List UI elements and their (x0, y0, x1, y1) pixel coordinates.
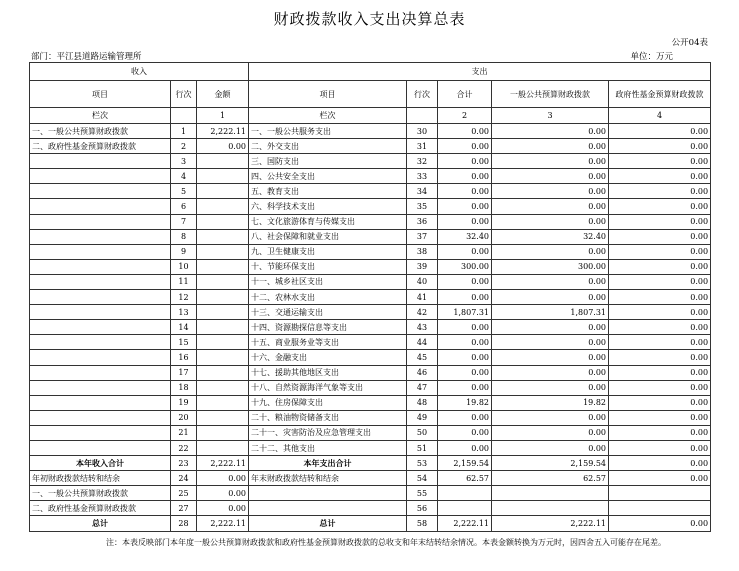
expense-line-cell: 49 (407, 410, 438, 425)
expense-line-cell: 45 (407, 350, 438, 365)
income-line-cell: 23 (171, 456, 197, 471)
income-item-cell (30, 440, 171, 455)
income-line-cell: 24 (171, 471, 197, 486)
expense-line-cell: 39 (407, 259, 438, 274)
income-line-cell: 28 (171, 516, 197, 531)
expense-total-cell: 0.00 (438, 290, 492, 305)
expense-item-cell: 三、国防支出 (249, 154, 407, 169)
expense-item-cell: 十六、金融支出 (249, 350, 407, 365)
table-row (30, 471, 711, 486)
expense-item-cell (249, 501, 407, 516)
income-line-cell: 3 (171, 154, 197, 169)
report-title: 财政拨款收入支出决算总表 (273, 10, 466, 28)
table-row (30, 139, 711, 154)
income-line-cell: 14 (171, 320, 197, 335)
expense-total-cell: 19.82 (438, 395, 492, 410)
expense-line-cell: 56 (407, 501, 438, 516)
column-1: 1 (197, 108, 249, 124)
table-row (30, 259, 711, 274)
gov-fund-amount-cell: 0.00 (609, 154, 711, 169)
gov-fund-amount-cell: 0.00 (609, 440, 711, 455)
expense-item-cell: 年末财政拨款结转和结余 (249, 471, 407, 486)
income-amount-cell (197, 244, 249, 259)
income-line-cell: 27 (171, 501, 197, 516)
expense-line-header: 行次 (407, 81, 438, 108)
expense-total-cell: 0.00 (438, 214, 492, 229)
table-row (30, 425, 711, 440)
expense-total-cell (438, 486, 492, 501)
expense-section-header: 支出 (249, 63, 711, 81)
table-row (30, 335, 711, 350)
income-item-cell (30, 214, 171, 229)
expense-line-cell: 41 (407, 290, 438, 305)
income-item-cell (30, 154, 171, 169)
income-line-cell: 16 (171, 350, 197, 365)
table-row (30, 124, 711, 139)
income-item-cell (30, 365, 171, 380)
table-row (30, 380, 711, 395)
general-budget-amount-cell: 0.00 (492, 410, 609, 425)
income-item-cell: 一、一般公共预算财政拨款 (30, 124, 171, 139)
expense-line-cell: 33 (407, 169, 438, 184)
gov-fund-amount-cell: 0.00 (609, 410, 711, 425)
expense-total-cell: 32.40 (438, 229, 492, 244)
general-budget-amount-cell: 300.00 (492, 259, 609, 274)
income-line-header: 行次 (171, 81, 197, 108)
income-amount-cell: 0.00 (197, 501, 249, 516)
department-label: 部门：平江县道路运输管理所 (31, 52, 142, 62)
expense-line-cell: 37 (407, 229, 438, 244)
income-amount-cell (197, 335, 249, 350)
expense-item-cell (249, 486, 407, 501)
expense-line-cell: 34 (407, 184, 438, 199)
income-line-cell: 18 (171, 380, 197, 395)
income-item-cell (30, 380, 171, 395)
expense-line-cell: 47 (407, 380, 438, 395)
expense-line-cell: 38 (407, 244, 438, 259)
income-item-cell (30, 259, 171, 274)
expense-item-cell: 十一、城乡社区支出 (249, 274, 407, 289)
income-amount-cell (197, 410, 249, 425)
total-header: 合计 (438, 81, 492, 108)
form-code: 公开04表 (671, 38, 708, 48)
expense-item-cell: 十五、商业服务业等支出 (249, 335, 407, 350)
income-line-cell: 13 (171, 305, 197, 320)
expense-column-label: 栏次 (249, 108, 407, 124)
income-column-label: 栏次 (30, 108, 171, 124)
income-line-cell: 11 (171, 274, 197, 289)
expense-line-cell: 36 (407, 214, 438, 229)
table-row (30, 456, 711, 471)
general-budget-amount-cell: 0.00 (492, 214, 609, 229)
gov-fund-amount-cell: 0.00 (609, 184, 711, 199)
general-budget-amount-cell: 0.00 (492, 350, 609, 365)
general-budget-amount-cell: 0.00 (492, 154, 609, 169)
gov-fund-amount-cell: 0.00 (609, 320, 711, 335)
expense-total-cell: 0.00 (438, 139, 492, 154)
income-section-header: 收入 (30, 63, 249, 81)
table-row (30, 169, 711, 184)
income-item-cell (30, 305, 171, 320)
general-budget-amount-cell: 0.00 (492, 124, 609, 139)
expense-item-cell: 十、节能环保支出 (249, 259, 407, 274)
expense-total-cell: 0.00 (438, 154, 492, 169)
expense-line-cell: 30 (407, 124, 438, 139)
table-row (30, 350, 711, 365)
expense-line-cell: 48 (407, 395, 438, 410)
expense-total-cell: 0.00 (438, 244, 492, 259)
income-amount-cell: 2,222.11 (197, 456, 249, 471)
income-item-cell (30, 290, 171, 305)
income-line-cell: 12 (171, 290, 197, 305)
income-line-cell: 5 (171, 184, 197, 199)
general-budget-amount-cell (492, 501, 609, 516)
expense-total-cell: 0.00 (438, 184, 492, 199)
income-amount-cell (197, 395, 249, 410)
income-item-cell: 本年收入合计 (30, 456, 171, 471)
gov-fund-amount-cell: 0.00 (609, 395, 711, 410)
table-row (30, 486, 711, 501)
income-amount-cell (197, 169, 249, 184)
income-amount-cell (197, 305, 249, 320)
expense-total-cell: 0.00 (438, 425, 492, 440)
expense-line-cell: 54 (407, 471, 438, 486)
expense-line-cell: 31 (407, 139, 438, 154)
gov-fund-amount-cell: 0.00 (609, 365, 711, 380)
income-item-cell (30, 410, 171, 425)
table-row (30, 229, 711, 244)
income-line-cell: 1 (171, 124, 197, 139)
income-amount-cell: 0.00 (197, 486, 249, 501)
income-item-cell: 二、政府性基金预算财政拨款 (30, 139, 171, 154)
income-amount-cell (197, 350, 249, 365)
gov-fund-amount-cell: 0.00 (609, 290, 711, 305)
column-number-row (30, 108, 711, 124)
gov-fund-amount-cell: 0.00 (609, 305, 711, 320)
income-item-cell (30, 350, 171, 365)
gov-fund-amount-cell: 0.00 (609, 380, 711, 395)
expense-item-cell: 九、卫生健康支出 (249, 244, 407, 259)
expense-total-cell: 300.00 (438, 259, 492, 274)
income-amount-cell (197, 154, 249, 169)
expense-line-cell: 58 (407, 516, 438, 531)
expense-item-cell: 一、一般公共服务支出 (249, 124, 407, 139)
gov-fund-amount-cell: 0.00 (609, 350, 711, 365)
expense-item-cell: 二十、粮油物资储备支出 (249, 410, 407, 425)
column-3: 3 (492, 108, 609, 124)
footnote: 注：本表反映部门本年度一般公共预算财政拨款和政府性基金预算财政拨款的总收支和年末结转结余情况。本表金额转换为万元时，因四舍五入可能存在尾差。 (106, 538, 666, 547)
gov-fund-amount-cell: 0.00 (609, 199, 711, 214)
gov-fund-amount-cell: 0.00 (609, 169, 711, 184)
gov-fund-amount-cell: 0.00 (609, 335, 711, 350)
income-amount-cell (197, 290, 249, 305)
general-budget-amount-cell (492, 486, 609, 501)
column-4: 4 (609, 108, 711, 124)
expense-total-cell: 0.00 (438, 274, 492, 289)
expense-line-cell: 42 (407, 305, 438, 320)
table-row (30, 305, 711, 320)
expense-line-cell: 50 (407, 425, 438, 440)
gov-fund-amount-cell (609, 501, 711, 516)
expense-total-cell: 0.00 (438, 380, 492, 395)
income-line-cell: 9 (171, 244, 197, 259)
expense-line-cell: 55 (407, 486, 438, 501)
income-item-cell (30, 274, 171, 289)
general-budget-amount-cell: 1,807.31 (492, 305, 609, 320)
budget-table (29, 62, 711, 532)
table-row (30, 199, 711, 214)
expense-item-cell: 十四、资源勘探信息等支出 (249, 320, 407, 335)
gov-fund-amount-cell: 0.00 (609, 259, 711, 274)
gov-fund-amount-cell: 0.00 (609, 244, 711, 259)
general-budget-amount-cell: 0.00 (492, 244, 609, 259)
table-row (30, 244, 711, 259)
income-amount-cell: 2,222.11 (197, 516, 249, 531)
general-budget-amount-cell: 0.00 (492, 274, 609, 289)
expense-total-cell (438, 501, 492, 516)
income-line-cell: 22 (171, 440, 197, 455)
income-amount-cell (197, 380, 249, 395)
income-item-cell (30, 335, 171, 350)
table-row (30, 290, 711, 305)
empty-cell (407, 108, 438, 124)
general-budget-amount-cell: 0.00 (492, 139, 609, 154)
income-line-cell: 15 (171, 335, 197, 350)
expense-item-cell: 二十一、灾害防治及应急管理支出 (249, 425, 407, 440)
gov-fund-amount-cell: 0.00 (609, 214, 711, 229)
gov-fund-amount-cell: 0.00 (609, 471, 711, 486)
income-amount-cell (197, 184, 249, 199)
column-2: 2 (438, 108, 492, 124)
income-item-cell: 二、政府性基金预算财政拨款 (30, 501, 171, 516)
income-line-cell: 6 (171, 199, 197, 214)
expense-item-cell: 二、外交支出 (249, 139, 407, 154)
expense-total-cell: 0.00 (438, 350, 492, 365)
general-budget-amount-cell: 0.00 (492, 335, 609, 350)
expense-line-cell: 32 (407, 154, 438, 169)
income-amount-cell (197, 320, 249, 335)
expense-total-cell: 2,222.11 (438, 516, 492, 531)
income-item-header: 项目 (30, 81, 171, 108)
expense-total-cell: 0.00 (438, 124, 492, 139)
expense-line-cell: 35 (407, 199, 438, 214)
gov-fund-amount-cell: 0.00 (609, 456, 711, 471)
expense-item-header: 项目 (249, 81, 407, 108)
gov-fund-amount-cell: 0.00 (609, 425, 711, 440)
income-amount-cell (197, 440, 249, 455)
income-item-cell (30, 229, 171, 244)
income-amount-cell (197, 229, 249, 244)
income-amount-cell (197, 425, 249, 440)
gov-fund-header: 政府性基金预算财政拨款 (609, 81, 711, 108)
income-amount-cell (197, 199, 249, 214)
general-budget-amount-cell: 2,222.11 (492, 516, 609, 531)
table-row (30, 410, 711, 425)
expense-item-cell: 二十二、其他支出 (249, 440, 407, 455)
income-line-cell: 2 (171, 139, 197, 154)
income-item-cell (30, 320, 171, 335)
general-budget-amount-cell: 0.00 (492, 425, 609, 440)
expense-line-cell: 44 (407, 335, 438, 350)
general-budget-amount-cell: 0.00 (492, 365, 609, 380)
expense-total-cell: 1,807.31 (438, 305, 492, 320)
table-row (30, 501, 711, 516)
expense-item-cell: 四、公共安全支出 (249, 169, 407, 184)
general-budget-amount-cell: 32.40 (492, 229, 609, 244)
gov-fund-amount-cell: 0.00 (609, 516, 711, 531)
income-line-cell: 21 (171, 425, 197, 440)
income-item-cell (30, 395, 171, 410)
expense-total-cell: 0.00 (438, 320, 492, 335)
expense-total-cell: 0.00 (438, 335, 492, 350)
gov-fund-amount-cell: 0.00 (609, 229, 711, 244)
income-line-cell: 17 (171, 365, 197, 380)
section-header-row (30, 63, 711, 81)
expense-line-cell: 51 (407, 440, 438, 455)
general-budget-amount-cell: 0.00 (492, 184, 609, 199)
expense-item-cell: 十七、援助其他地区支出 (249, 365, 407, 380)
income-item-cell (30, 169, 171, 184)
general-budget-amount-cell: 0.00 (492, 440, 609, 455)
expense-item-cell: 十八、自然资源海洋气象等支出 (249, 380, 407, 395)
table-row (30, 516, 711, 531)
expense-item-cell: 八、社会保障和就业支出 (249, 229, 407, 244)
gov-fund-amount-cell (609, 486, 711, 501)
expense-item-cell: 七、文化旅游体育与传媒支出 (249, 214, 407, 229)
income-line-cell: 20 (171, 410, 197, 425)
expense-line-cell: 53 (407, 456, 438, 471)
income-line-cell: 19 (171, 395, 197, 410)
income-item-cell (30, 244, 171, 259)
column-header-row (30, 81, 711, 108)
income-item-cell (30, 425, 171, 440)
income-item-cell (30, 199, 171, 214)
income-line-cell: 8 (171, 229, 197, 244)
income-amount-cell: 2,222.11 (197, 124, 249, 139)
income-amount-cell: 0.00 (197, 139, 249, 154)
general-budget-amount-cell: 62.57 (492, 471, 609, 486)
gov-fund-amount-cell: 0.00 (609, 124, 711, 139)
unit-label: 单位：万元 (630, 52, 673, 62)
income-line-cell: 7 (171, 214, 197, 229)
income-item-cell: 总计 (30, 516, 171, 531)
general-budget-amount-cell: 19.82 (492, 395, 609, 410)
income-amount-header: 金额 (197, 81, 249, 108)
expense-total-cell: 0.00 (438, 199, 492, 214)
expense-total-cell: 0.00 (438, 440, 492, 455)
income-line-cell: 10 (171, 259, 197, 274)
income-amount-cell: 0.00 (197, 471, 249, 486)
expense-item-cell: 十九、住房保障支出 (249, 395, 407, 410)
income-amount-cell (197, 214, 249, 229)
general-budget-amount-cell: 0.00 (492, 380, 609, 395)
general-budget-amount-cell: 2,159.54 (492, 456, 609, 471)
expense-item-cell: 六、科学技术支出 (249, 199, 407, 214)
table-row (30, 214, 711, 229)
gov-fund-amount-cell: 0.00 (609, 139, 711, 154)
expense-line-cell: 40 (407, 274, 438, 289)
income-amount-cell (197, 274, 249, 289)
income-item-cell (30, 184, 171, 199)
income-line-cell: 4 (171, 169, 197, 184)
expense-total-cell: 0.00 (438, 365, 492, 380)
general-budget-amount-cell: 0.00 (492, 290, 609, 305)
income-amount-cell (197, 365, 249, 380)
table-row (30, 154, 711, 169)
income-line-cell: 25 (171, 486, 197, 501)
table-row (30, 320, 711, 335)
general-budget-amount-cell: 0.00 (492, 320, 609, 335)
table-row (30, 274, 711, 289)
expense-item-cell: 五、教育支出 (249, 184, 407, 199)
expense-line-cell: 43 (407, 320, 438, 335)
expense-total-cell: 0.00 (438, 410, 492, 425)
income-item-cell: 一、一般公共预算财政拨款 (30, 486, 171, 501)
expense-total-cell: 0.00 (438, 169, 492, 184)
expense-total-cell: 2,159.54 (438, 456, 492, 471)
general-budget-amount-cell: 0.00 (492, 169, 609, 184)
expense-total-cell: 62.57 (438, 471, 492, 486)
income-item-cell: 年初财政拨款结转和结余 (30, 471, 171, 486)
general-budget-amount-cell: 0.00 (492, 199, 609, 214)
table-row (30, 395, 711, 410)
income-amount-cell (197, 259, 249, 274)
gov-fund-amount-cell: 0.00 (609, 274, 711, 289)
table-row (30, 440, 711, 455)
expense-item-cell: 十二、农林水支出 (249, 290, 407, 305)
expense-line-cell: 46 (407, 365, 438, 380)
table-row (30, 365, 711, 380)
expense-item-cell: 十三、交通运输支出 (249, 305, 407, 320)
general-budget-header: 一般公共预算财政拨款 (492, 81, 609, 108)
expense-item-cell: 总计 (249, 516, 407, 531)
expense-item-cell: 本年支出合计 (249, 456, 407, 471)
empty-cell (171, 108, 197, 124)
table-row (30, 184, 711, 199)
